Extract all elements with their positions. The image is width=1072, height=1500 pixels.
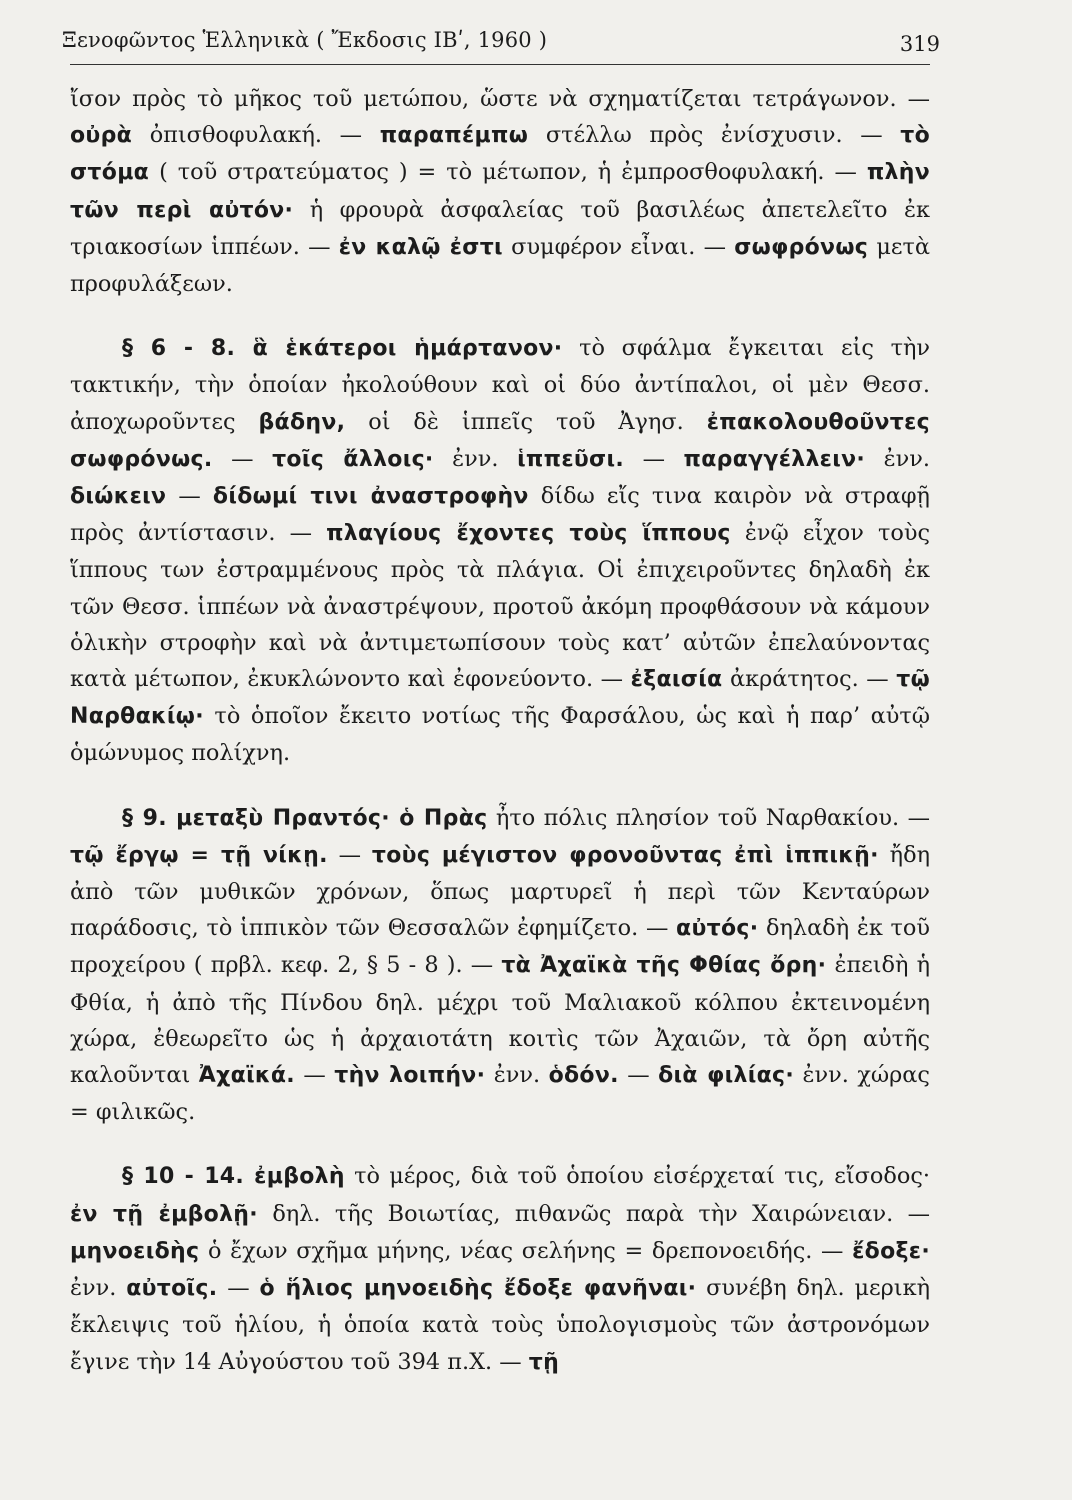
- lemma-term: διώκειν: [70, 484, 167, 510]
- gloss-text: ἴσον πρὸς τὸ μῆκος τοῦ μετώπου, ὥστε νὰ σχηματίζεται τετράγωνον. —: [70, 86, 930, 112]
- lemma-term: ὁ ἥλιος μηνοειδὴς ἔδοξε φανῆναι·: [259, 1276, 697, 1302]
- lemma-term: § 6 - 8. ἃ ἑκάτεροι ἡμάρτανον·: [122, 336, 563, 362]
- lemma-term: τῇ: [528, 1349, 560, 1375]
- gloss-text: τὸ μέρος, διὰ τοῦ ὁποίου εἰσέρχεταί τις, εἴσοδος·: [344, 1163, 930, 1190]
- book-page: [62, 22, 940, 1462]
- gloss-text: ἦτο πόλις πλησίον τοῦ Ναρθακίου. —: [487, 804, 930, 831]
- lemma-term: παραπέμπω: [379, 123, 529, 149]
- gloss-text: —: [217, 1275, 260, 1302]
- gloss-text: οἱ δὲ ἱππεῖς τοῦ Ἀγησ.: [345, 408, 707, 435]
- gloss-text: ἐνν.: [70, 1275, 127, 1302]
- lemma-term: μηνοειδὴς: [70, 1238, 200, 1264]
- gloss-text: δηλαδὴ ἐκ τοῦ προχείρου ( πρβλ. κεφ. 2, § 5 - 8 ). —: [70, 915, 930, 979]
- gloss-text: μετὰ προφυλάξεων.: [70, 233, 930, 298]
- lemma-term: ἔδοξε·: [852, 1238, 930, 1264]
- gloss-text: δίδω εἴς τινα καιρὸν νὰ στραφῇ πρὸς ἀντίστασιν. —: [70, 483, 930, 547]
- lemma-term: αὐτοῖς.: [126, 1276, 218, 1302]
- gloss-text: ἐπειδὴ ἡ Φθία, ἡ ἀπὸ τῆς Πίνδου δηλ. μέχρι τοῦ Μαλιακοῦ κόλπου ἐκτεινομένη χώρα, ἐθεωρεῖτο ὡς ἡ ἀρχαιοτάτη κοιτὶς τῶν Ἀχαιῶν, τὰ ὄρη αὐτῆς καλοῦνται: [70, 952, 931, 1089]
- lemma-term: τὰ Ἀχαϊκὰ τῆς Φθίας ὄρη·: [501, 953, 827, 979]
- gloss-text: δηλ. τῆς Βοιωτίας, πιθανῶς παρὰ τὴν Χαιρώνειαν. —: [257, 1200, 931, 1227]
- gloss-text: ( τοῦ στρατεύματος ) = τὸ μέτωπον, ἡ ἐμπροσθοφυλακή. —: [149, 159, 867, 186]
- lemma-term: σωφρόνως: [734, 234, 869, 260]
- gloss-text: —: [166, 483, 213, 510]
- lemma-term: § 10 - 14. ἐμβολὴ: [122, 1164, 345, 1190]
- gloss-text: ἡ φρουρὰ ἀσφαλείας τοῦ βασιλέως ἀπετελεῖτο ἐκ τριακοσίων ἱππέων. —: [70, 196, 931, 260]
- lemma-term: ἐν καλῷ ἐστι: [338, 234, 503, 260]
- paragraph-1: [70, 81, 930, 302]
- gloss-text: —: [624, 445, 684, 472]
- gloss-text: τὸ ὁποῖον ἔκειτο νοτίως τῆς Φαρσάλου, ὡς καὶ ἡ παρ’ αὐτῷ ὁμώνυμος πολίχνη.: [70, 703, 930, 767]
- lemma-term: τῷ Ναρθακίῳ·: [70, 667, 931, 730]
- gloss-text: ἀκράτητος. —: [722, 666, 897, 693]
- gloss-text: ἐνν.: [865, 445, 930, 472]
- gloss-text: ἐνν.: [485, 1062, 549, 1089]
- lemma-term: αὐτός·: [676, 916, 759, 942]
- lemma-term: δίδωμί τινι ἀναστροφὴν: [212, 484, 529, 510]
- gloss-text: ὀπισθοφυλακή. —: [132, 122, 380, 149]
- lemma-term: ἐπακολουθοῦντες σωφρόνως.: [70, 409, 930, 472]
- lemma-term: τοὺς μέγιστον φρονοῦντας ἐπὶ ἱππικῇ·: [371, 842, 879, 868]
- commentary-text: [70, 81, 930, 1381]
- gloss-text: —: [294, 1062, 335, 1089]
- lemma-term: ἐν τῇ ἐμβολῇ·: [70, 1201, 258, 1227]
- lemma-term: Ἀχαϊκά.: [198, 1063, 295, 1089]
- lemma-term: πλαγίους ἔχοντες τοὺς ἵππους: [326, 521, 731, 547]
- gloss-text: ἐνῷ εἶχον τοὺς ἵππους των ἐστραμμένους πρὸς τὰ πλάγια. Οἱ ἐπιχειροῦντες δηλαδὴ ἐκ τῶν Θεσσ. ἱππέων νὰ ἀναστρέψουν, προτοῦ ἀκόμη προφθάσουν νὰ κάμουν ὁλικὴν στροφὴν καὶ νὰ ἀντιμετωπίσουν τοὺς κατ’ αὐτῶν ἐπελαύνοντας κατὰ μέτωπον, ἐκυκλώνοντο καὶ ἐφονεύοντο. —: [70, 520, 931, 693]
- gloss-text: —: [618, 1062, 659, 1089]
- page-number: 319: [899, 32, 940, 56]
- paragraph-2: [70, 330, 930, 771]
- lemma-term: ἱππεῦσι.: [517, 446, 625, 472]
- lemma-term: οὐρὰ: [70, 123, 133, 149]
- gloss-text: στέλλω πρὸς ἐνίσχυσιν. —: [528, 122, 901, 149]
- gloss-text: ἤδη ἀπὸ τῶν μυθικῶν χρόνων, ὅπως μαρτυρεῖ ἡ περὶ τῶν Κενταύρων παράδοσις, τὸ ἱππικὸν τῶν Θεσσαλῶν ἐφημίζετο. —: [70, 841, 930, 942]
- paragraph-4: [70, 1158, 930, 1380]
- lemma-term: διὰ φιλίας·: [658, 1063, 795, 1089]
- lemma-term: τῷ ἔργῳ = τῇ νίκῃ.: [70, 842, 328, 868]
- lemma-term: τοῖς ἄλλοις·: [272, 446, 434, 472]
- lemma-term: τὴν λοιπήν·: [334, 1063, 486, 1089]
- running-title: Ξενοφῶντος Ἑλληνικὰ ( Ἔκδοσις ΙΒʹ, 1960 ): [62, 28, 548, 52]
- gloss-text: τὸ σφάλμα ἔγκειται εἰς τὴν τακτικήν, τὴν ὁποίαν ἠκολούθουν καὶ οἱ δύο ἀντίπαλοι, οἱ μὲν Θεσσ. ἀποχωροῦντες: [70, 335, 930, 435]
- lemma-term: παραγγέλλειν·: [683, 446, 866, 472]
- paragraph-3: [70, 800, 930, 1131]
- lemma-term: ὁδόν.: [548, 1063, 619, 1089]
- gloss-text: ἐνν.: [433, 445, 518, 472]
- lemma-term: βάδην,: [258, 409, 346, 435]
- lemma-term: τὸ στόμα: [70, 123, 931, 186]
- gloss-text: —: [327, 841, 372, 868]
- gloss-text: συμφέρον εἶναι. —: [502, 233, 735, 260]
- gloss-text: ἐνν. χώρας = φιλικῶς.: [70, 1062, 930, 1126]
- lemma-term: § 9. μεταξὺ Πραντός· ὁ Πρὰς: [122, 805, 488, 831]
- gloss-text: ὁ ἔχων σχῆμα μήνης, νέας σελήνης = δρεπονοειδής. —: [199, 1237, 853, 1264]
- gloss-text: —: [212, 445, 273, 472]
- lemma-term: ἐξαισία: [630, 667, 723, 693]
- lemma-term: πλὴν τῶν περὶ αὐτόν·: [70, 160, 930, 223]
- gloss-text: συνέβη δηλ. μερικὴ ἔκλειψις τοῦ ἡλίου, ἡ ὁποία κατὰ τοὺς ὑπολογισμοὺς τῶν ἀστρονόμων ἔγινε τὴν 14 Αὐγούστου τοῦ 394 π.Χ. —: [70, 1275, 930, 1375]
- running-header: [62, 22, 940, 65]
